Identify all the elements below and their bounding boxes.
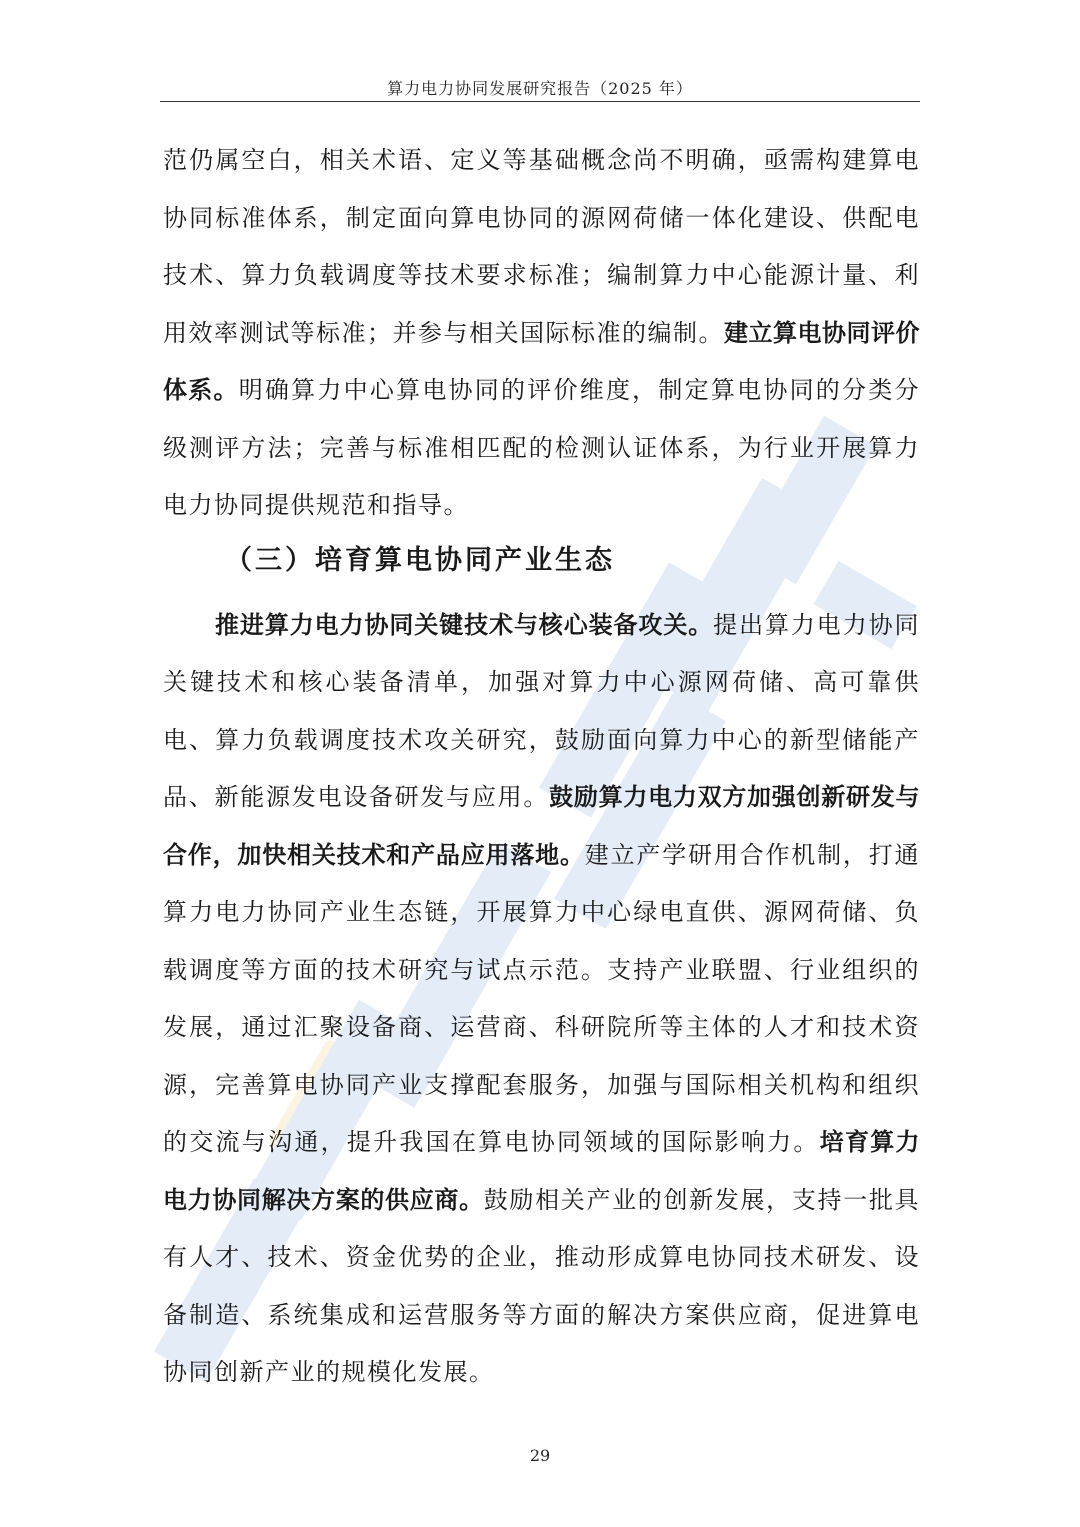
text-segment: 范仍属空白，相关术语、定义等基础概念尚不明确，亟需构建算电协同标准体系，制定面向算电协同的源网荷储一体化建设、供配电技术、算力负载调度等技术要求标准；编制算力中心能源计量、利用效率测试等标准；并参与相关国际标准的编制。: [163, 146, 920, 347]
section-paragraph: [163, 597, 920, 1402]
page-number: 29: [529, 1446, 551, 1465]
text-segment: 鼓励相关产业的创新发展，支持一批具有人才、技术、资金优势的企业，推动形成算电协同技术研发、设备制造、系统集成和运营服务等方面的解决方案供应商，促进算电协同创新产业的规模化发展。: [163, 1185, 921, 1386]
document-body: [163, 132, 920, 1402]
text-segment: 明确算力中心算电协同的评价维度，制定算电协同的分类分级测评方法；完善与标准相匹配的检测认证体系，为行业开展算力电力协同提供规范和指导。: [163, 376, 921, 519]
section-heading: （三）培育算电协同产业生态: [225, 544, 615, 576]
paragraph-continued: [163, 132, 920, 535]
header-rule: [160, 101, 920, 102]
bold-segment: 鼓励算力电力双方加强创新研发与合作，加快相关技术和产品应用落地。: [163, 783, 921, 869]
bold-segment: 培育算力电力协同解决方案的供应商。: [163, 1128, 921, 1214]
bold-segment: 推进算力电力协同关键技术与核心装备攻关。: [215, 610, 714, 639]
text-segment: 建立产学研用合作机制，打通算力电力协同产业生态链，开展算力中心绿电直供、源网荷储、负载调度等方面的技术研究与试点示范。支持产业联盟、行业组织的发展，通过汇聚设备商、运营商、科研院所等主体的人才和技术资源，完善算电协同产业支撑配套服务，加强与国际相关机构和组织的交流与沟通，提升我国在算电协同领域的国际影响力。: [163, 840, 921, 1156]
running-header-title: 算力电力协同发展研究报告（2025 年）: [387, 79, 693, 98]
bold-segment: 建立算电协同评价体系。: [163, 318, 920, 404]
text-segment: 提出算力电力协同关键技术和核心装备清单，加强对算力中心源网荷储、高可靠供电、算力负载调度技术攻关研究，鼓励面向算力中心的新型储能产品、新能源发电设备研发与应用。: [163, 610, 921, 811]
